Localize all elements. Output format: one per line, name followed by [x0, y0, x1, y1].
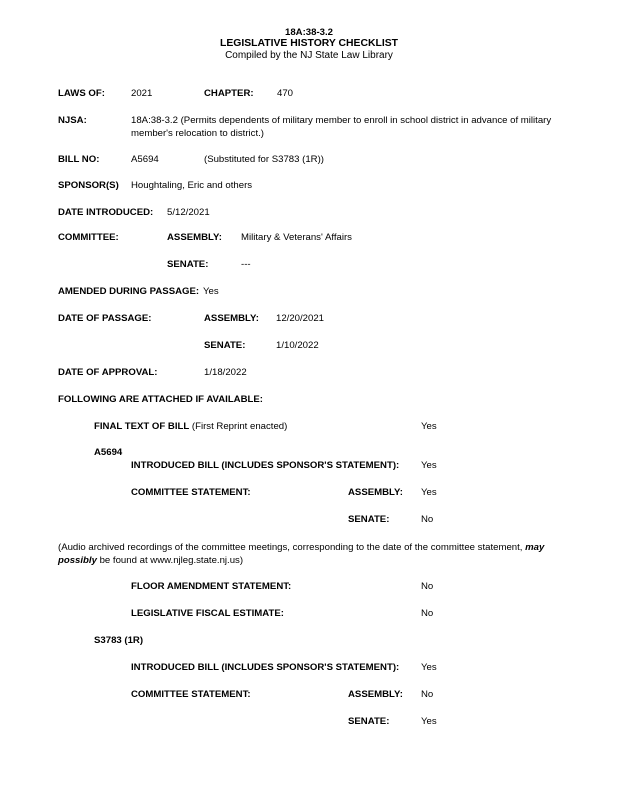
a5694-committee-label: COMMITTEE STATEMENT: [131, 487, 251, 498]
a5694-senate-value: No [421, 514, 434, 525]
s3783-assembly-label: ASSEMBLY: [348, 689, 403, 700]
audio-note-may: may [525, 542, 545, 553]
passage-label: DATE OF PASSAGE: [58, 313, 152, 324]
bill-no-value: A5694 [131, 154, 159, 165]
chapter-label: CHAPTER: [204, 88, 254, 99]
a5694-assembly-label: ASSEMBLY: [348, 487, 403, 498]
bill-substitution-note: (Substituted for S3783 (1R)) [204, 154, 324, 165]
compiled-by: Compiled by the NJ State Law Library [225, 50, 393, 61]
page-title: LEGISLATIVE HISTORY CHECKLIST [219, 38, 398, 49]
a5694-fiscal-label: LEGISLATIVE FISCAL ESTIMATE: [131, 608, 284, 619]
chapter-value: 470 [277, 88, 294, 99]
njsa-label: NJSA: [58, 115, 87, 126]
passage-assembly-label: ASSEMBLY: [204, 313, 259, 324]
a5694-introduced-label: INTRODUCED BILL (INCLUDES SPONSOR'S STATEMENT): [131, 460, 400, 471]
bill-no-label: BILL NO: [58, 154, 100, 165]
committee-senate-value: --- [241, 259, 251, 270]
approval-value: 1/18/2022 [204, 367, 247, 378]
s3783-committee-label: COMMITTEE STATEMENT: [131, 689, 251, 700]
audio-note-possibly: possibly [58, 555, 97, 566]
s3783-introduced-value: Yes [421, 662, 437, 673]
final-text-value: Yes [421, 421, 437, 432]
passage-senate-label: SENATE: [204, 340, 246, 351]
s3783-introduced-label: INTRODUCED BILL (INCLUDES SPONSOR'S STATEMENT): [131, 662, 400, 673]
date-introduced-label: DATE INTRODUCED: [58, 207, 154, 218]
laws-of-label: LAWS OF: [58, 88, 105, 99]
a5694-heading: A5694 [94, 447, 123, 458]
statute-code: 18A:38-3.2 [285, 27, 333, 38]
njsa-line-2: member's relocation to district.) [131, 128, 264, 139]
committee-assembly-value: Military & Veterans' Affairs [241, 232, 352, 243]
a5694-assembly-value: Yes [421, 487, 437, 498]
date-introduced-value: 5/12/2021 [167, 207, 210, 218]
committee-label: COMMITTEE: [58, 232, 119, 243]
audio-note-part-2: be found at www.njleg.state.nj.us) [99, 555, 244, 566]
committee-assembly-label: ASSEMBLY: [167, 232, 222, 243]
final-text-label: FINAL TEXT OF BILL [94, 421, 190, 432]
a5694-senate-label: SENATE: [348, 514, 390, 525]
s3783-heading: S3783 (1R) [94, 635, 144, 646]
s3783-senate-value: Yes [421, 716, 437, 727]
amended-label: AMENDED DURING PASSAGE: [58, 286, 200, 297]
njsa-line-1: 18A:38-3.2 (Permits dependents of military member to enroll in school district in advance of military [131, 115, 552, 126]
s3783-senate-label: SENATE: [348, 716, 390, 727]
audio-note [58, 541, 578, 567]
audio-note-part-1: (Audio archived recordings of the committee meetings, corresponding to the date of the committee statement, [58, 542, 523, 553]
passage-assembly-value: 12/20/2021 [276, 313, 325, 324]
amended-value: Yes [203, 286, 219, 297]
committee-senate-label: SENATE: [167, 259, 209, 270]
approval-label: DATE OF APPROVAL: [58, 367, 158, 378]
attached-heading: FOLLOWING ARE ATTACHED IF AVAILABLE: [58, 394, 263, 405]
sponsor-value: Houghtaling, Eric and others [131, 180, 253, 191]
a5694-floor-label: FLOOR AMENDMENT STATEMENT: [131, 581, 292, 592]
final-text-row [94, 421, 287, 432]
s3783-assembly-value: No [421, 689, 434, 700]
final-text-note: (First Reprint enacted) [191, 421, 288, 432]
a5694-introduced-value: Yes [421, 460, 437, 471]
a5694-floor-value: No [421, 581, 434, 592]
laws-of-value: 2021 [131, 88, 153, 99]
a5694-fiscal-value: No [421, 608, 434, 619]
sponsor-label: SPONSOR(S) [58, 180, 119, 191]
passage-senate-value: 1/10/2022 [276, 340, 319, 351]
